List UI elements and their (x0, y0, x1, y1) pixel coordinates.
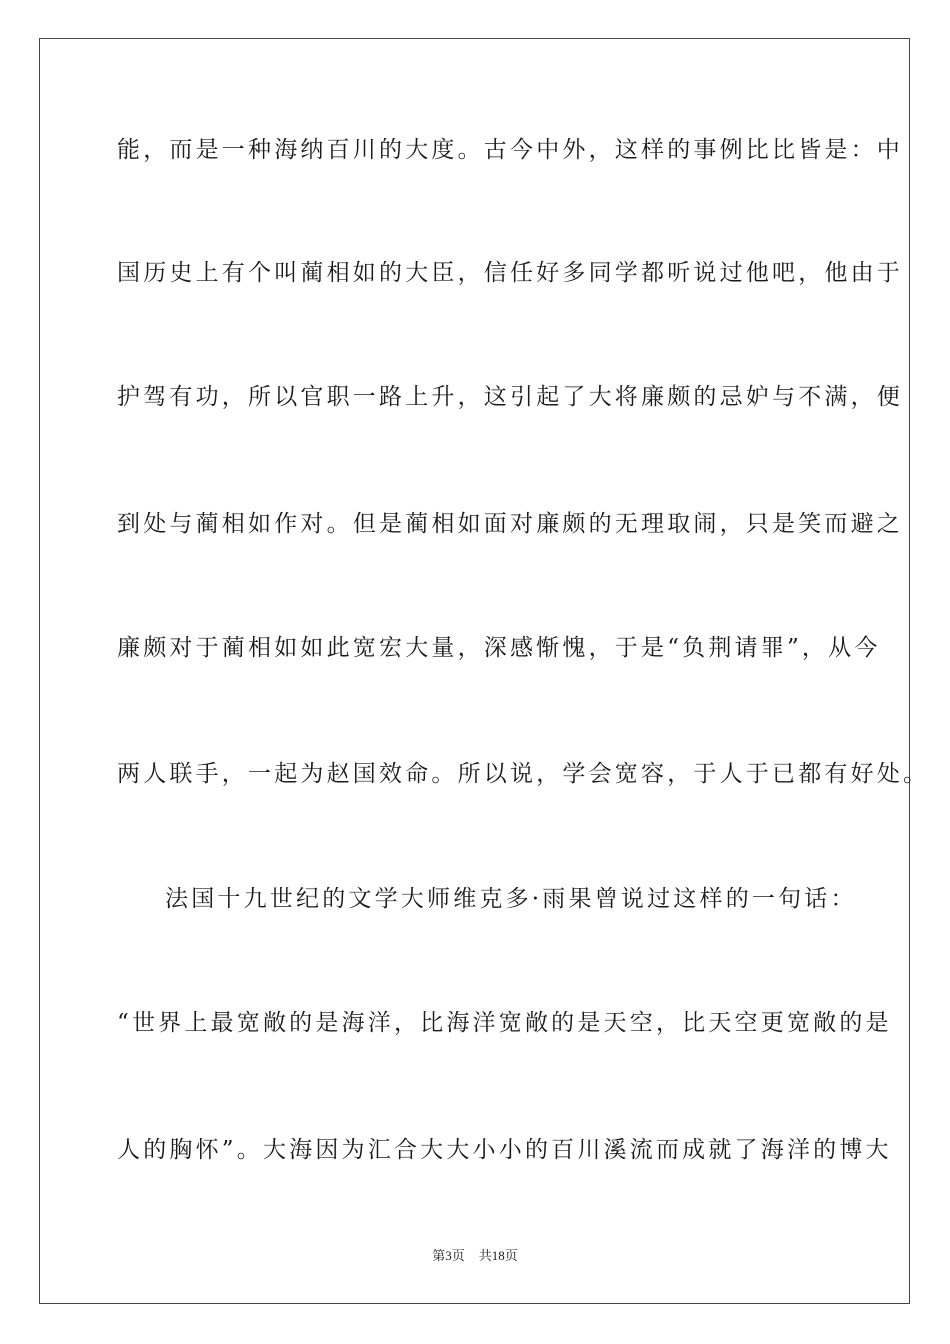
page-frame (39, 38, 930, 1304)
text-line-9: 人的胸怀”。大海因为汇合大大小小的百川溪流而成就了海洋的博大 (117, 1137, 892, 1163)
text-line-2: 国历史上有个叫蔺相如的大臣，信任好多同学都听说过他吧，他由于 (117, 260, 903, 286)
page-total: 共18页 (478, 1248, 518, 1263)
text-line-7-paragraph-start: 法国十九世纪的文学大师维克多·雨果曾说过这样的一句话： (165, 886, 857, 912)
text-line-5: 廉颇对于蔺相如如此宽宏大量，深感惭愧，于是“负荆请罪”，从今 (117, 635, 881, 661)
text-line-4: 到处与蔺相如作对。但是蔺相如面对廉颇的无理取闹，只是笑而避之 (117, 511, 903, 537)
text-line-3: 护驾有功，所以官职一路上升，这引起了大将廉颇的忌妒与不满，便 (117, 384, 903, 410)
text-line-6: 两人联手，一起为赵国效命。所以说，学会宽容，于人于已都有好处。 (117, 761, 930, 787)
page-number: 第3页 (432, 1248, 465, 1263)
text-line-1: 能，而是一种海纳百川的大度。古今中外，这样的事例比比皆是：中 (117, 137, 903, 163)
page-footer (0, 1247, 950, 1265)
text-line-8: “世界上最宽敞的是海洋，比海洋宽敞的是天空，比天空更宽敞的是 (117, 1010, 892, 1036)
